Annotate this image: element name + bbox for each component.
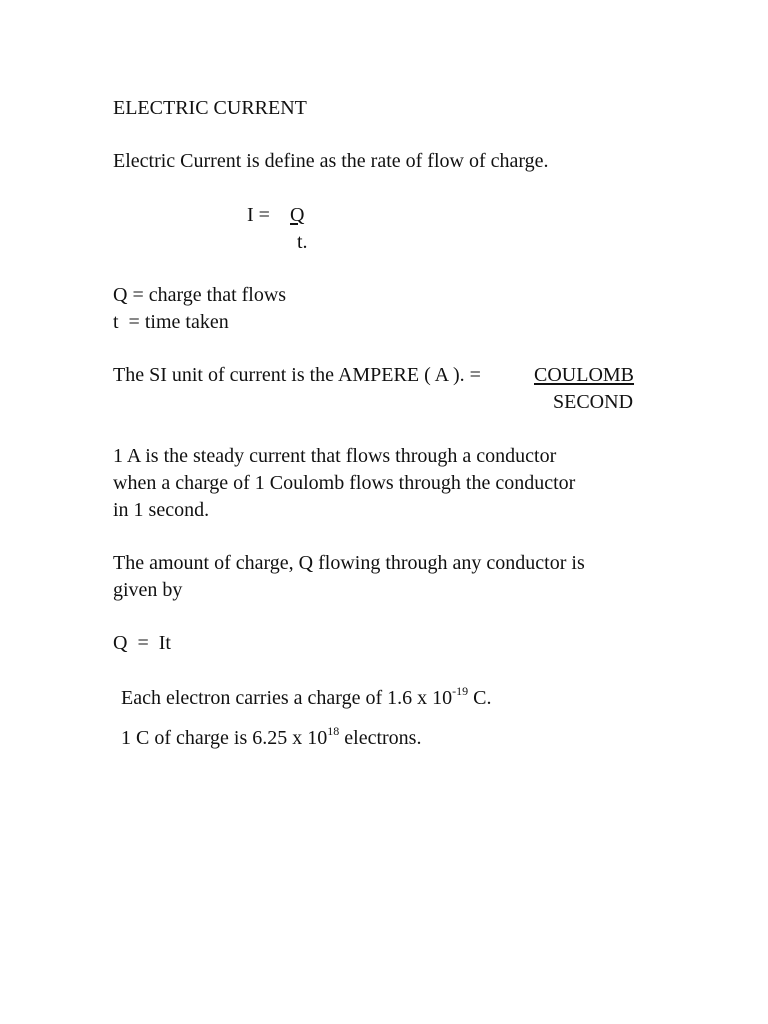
electrons-per-coulomb-suffix: electrons.	[339, 727, 422, 749]
electron-charge-suffix: C.	[468, 687, 492, 709]
electron-charge-exponent: -19	[452, 684, 469, 698]
ampere-definition-line-3: in 1 second.	[113, 499, 210, 521]
page-title: ELECTRIC CURRENT	[113, 97, 307, 119]
variable-t: t = time taken	[113, 311, 229, 333]
electrons-per-coulomb-exponent: 18	[327, 724, 340, 738]
formula-current-lhs: I =	[247, 204, 270, 226]
si-unit-text: The SI unit of current is the AMPERE ( A ). =	[113, 364, 481, 386]
si-unit-numerator: COULOMB	[534, 364, 635, 386]
electrons-per-coulomb-prefix: 1 C of charge is 6.25 x 10	[121, 727, 328, 749]
formula-current-denominator: t.	[297, 231, 308, 253]
variable-q: Q = charge that flows	[113, 284, 287, 306]
ampere-definition-line-2: when a charge of 1 Coulomb flows through the conductor	[113, 472, 576, 494]
formula-charge: Q = It	[113, 632, 171, 654]
electron-charge	[121, 686, 491, 710]
formula-current-numerator: Q	[290, 204, 305, 226]
charge-amount-line-1: The amount of charge, Q flowing through any conductor is	[113, 552, 585, 574]
ampere-definition-line-1: 1 A is the steady current that flows through a conductor	[113, 445, 557, 467]
electrons-per-coulomb	[121, 726, 421, 750]
charge-amount-line-2: given by	[113, 579, 183, 601]
si-unit-denominator: SECOND	[553, 391, 634, 413]
electron-charge-prefix: Each electron carries a charge of 1.6 x 10	[121, 687, 453, 709]
current-definition: Electric Current is define as the rate of flow of charge.	[113, 150, 549, 172]
